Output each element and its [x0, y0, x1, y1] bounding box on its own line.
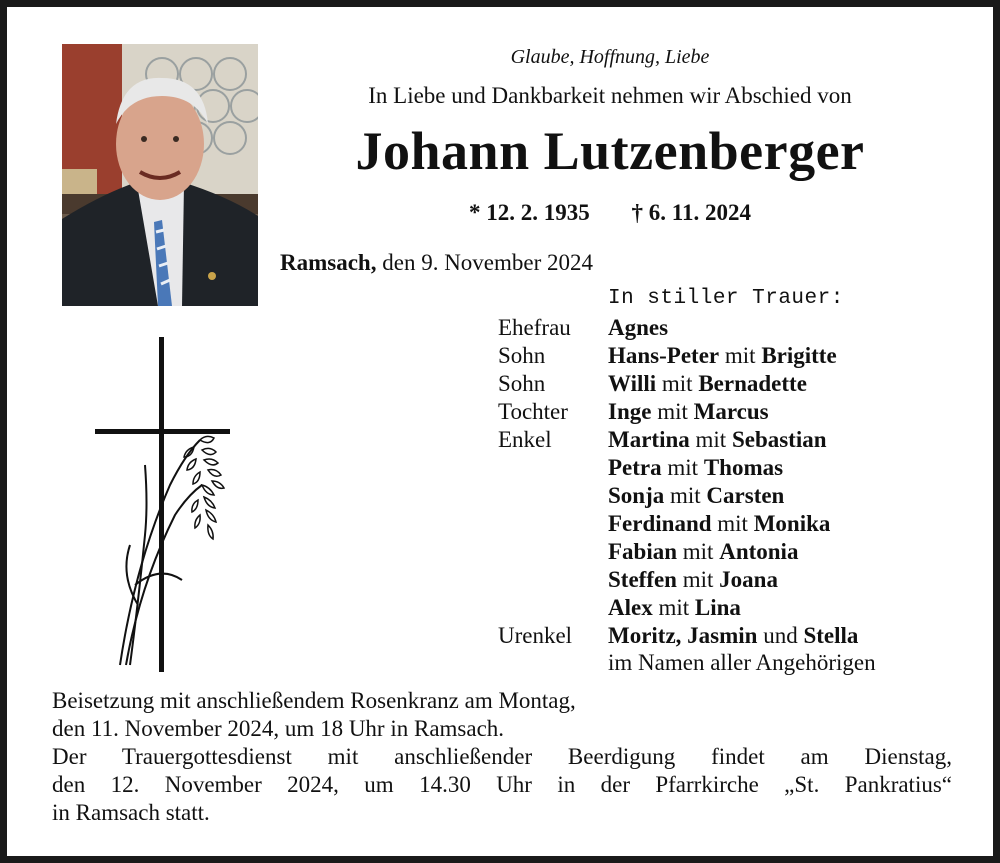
connector-text: mit: [676, 567, 720, 592]
service-line: Der Trauergottesdienst mit anschließender Beerdigung findet am Dienstag,: [52, 744, 952, 769]
place-name: Ramsach,: [280, 250, 377, 275]
person-name: Lina: [694, 595, 741, 620]
family-row: [498, 314, 858, 342]
connector-text: mit: [652, 595, 695, 620]
connector-text: mit: [719, 343, 762, 368]
birth-date: * 12. 2. 1935: [469, 200, 590, 225]
family-row: [498, 370, 858, 398]
connector-text: mit: [677, 539, 720, 564]
person-name: Antonia: [719, 539, 799, 564]
relation-label: Enkel: [498, 427, 552, 452]
family-names: [608, 454, 783, 482]
family-list: [498, 314, 858, 650]
person-name: Steffen: [608, 567, 677, 592]
family-names: [608, 510, 830, 538]
family-row: [498, 510, 858, 538]
person-name: Brigitte: [761, 343, 837, 368]
burial-line: Beisetzung mit anschließendem Rosenkranz am Montag,: [52, 688, 576, 713]
relation-label: [498, 510, 608, 538]
person-name: Joana: [719, 567, 778, 592]
burial-line: den 11. November 2024, um 18 Uhr in Ramsach.: [52, 716, 505, 741]
relation-label: [498, 566, 608, 594]
person-name: Moritz, Jasmin: [608, 623, 758, 648]
place-date: [280, 250, 593, 276]
person-name: Bernadette: [698, 371, 807, 396]
connector-text: mit: [711, 511, 754, 536]
connector-text: mit: [661, 455, 704, 480]
person-name: Alex: [608, 595, 653, 620]
person-name: Sonja: [608, 483, 665, 508]
person-name: Thomas: [703, 455, 784, 480]
notice-date: den 9. November 2024: [376, 250, 594, 275]
relation-label: Ehefrau: [498, 315, 571, 340]
family-row: [498, 342, 858, 370]
service-line: in Ramsach statt.: [52, 800, 210, 825]
portrait-photo: [62, 44, 258, 306]
person-name: Marcus: [693, 399, 769, 424]
person-name: Agnes: [608, 315, 669, 340]
family-names: [608, 538, 798, 566]
intro-text: In Liebe und Dankbarkeit nehmen wir Abschied von: [368, 83, 852, 108]
person-name: Martina: [608, 427, 690, 452]
person-name: Fabian: [608, 539, 678, 564]
person-name: Sebastian: [731, 427, 827, 452]
family-names: [608, 370, 807, 398]
family-row: [498, 454, 858, 482]
family-row: [498, 538, 858, 566]
connector-text: mit: [656, 371, 699, 396]
family-names: [608, 622, 858, 650]
mourning-heading: In stiller Trauer:: [608, 287, 844, 310]
person-name: Hans-Peter: [608, 343, 720, 368]
person-name: Stella: [803, 623, 859, 648]
connector-text: mit: [664, 483, 707, 508]
deceased-name: Johann Lutzenberger: [355, 121, 865, 181]
person-name: Carsten: [706, 483, 785, 508]
connector-text: und: [757, 623, 804, 648]
family-row: [498, 482, 858, 510]
family-row: [498, 426, 858, 454]
relation-label: Sohn: [498, 371, 546, 396]
person-name: Inge: [608, 399, 652, 424]
person-name: Willi: [608, 371, 657, 396]
family-names: [608, 482, 784, 510]
closing-line: im Namen aller Angehörigen: [608, 650, 876, 675]
family-names: [608, 566, 778, 594]
relation-label: [498, 454, 608, 482]
relation-label: Urenkel: [498, 623, 573, 648]
family-names: [608, 426, 827, 454]
family-names: [608, 398, 769, 426]
connector-text: mit: [689, 427, 732, 452]
service-details: [52, 687, 952, 827]
relation-label: [498, 538, 608, 566]
relation-label: Tochter: [498, 399, 568, 424]
person-name: Petra: [608, 455, 662, 480]
family-row: [498, 566, 858, 594]
family-row: [498, 594, 858, 622]
person-name: Ferdinand: [608, 511, 712, 536]
connector-text: mit: [651, 399, 694, 424]
life-dates: [280, 200, 940, 226]
relation-label: Sohn: [498, 343, 546, 368]
person-name: Monika: [753, 511, 831, 536]
death-date: † 6. 11. 2024: [631, 200, 751, 225]
family-row: [498, 622, 858, 650]
relation-label: [498, 594, 608, 622]
family-names: [608, 342, 837, 370]
service-line: den 12. November 2024, um 14.30 Uhr in der Pfarrkirche „St. Pankratius“: [52, 772, 952, 797]
family-names: [608, 594, 741, 622]
cross-with-wheat-icon: [90, 335, 250, 675]
relation-label: [498, 482, 608, 510]
family-names: [608, 314, 668, 342]
family-row: [498, 398, 858, 426]
motto: Glaube, Hoffnung, Liebe: [510, 46, 710, 68]
